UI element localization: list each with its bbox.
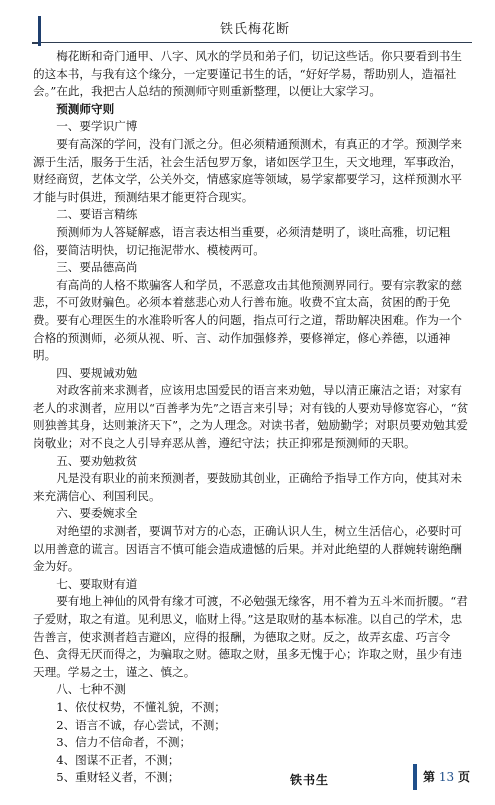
paragraph: 对政客前来求测者，应该用忠国爱民的语言来劝勉，导以清正廉洁之语；对家有老人的求测者，应用以“百善孝为先”之语言来引导；对有钱的人要劝导修宽容心，“贫则独善其身，达则兼济天下”，之为人理念。对读书者，勉励勤学；对职员要劝勉其爱岗敬业；对不良之人引导弃恶从善，遵纪守法；扶正抑邪是预测师的天职。 [33,383,469,451]
page-prefix: 第 [423,770,436,784]
paragraph: 对绝望的求测者，要调节对方的心态，正确认识人生，树立生活信心，必要时可以用善意的谎言。因语言不慎可能会造成遗憾的后果。并对此绝望的人群婉转谢绝酬金为好。 [33,524,462,574]
list-item: 1、依仗权势，不懂礼貌，不测； [56,699,226,714]
rule-heading: 八、七种不测 [56,682,126,697]
rule-heading: 一、要学识广博 [56,119,138,134]
paragraph: 凡是没有职业的前来预测者，要鼓励其创业，正确给予指导工作方向，使其对未来充满信心、利国利民。 [33,471,462,503]
list-item: 3、信力不信命者，不测； [56,735,192,750]
list-item: 5、重财轻义者，不测； [56,770,180,785]
rule-heading: 二、要语言精练 [56,207,138,222]
footer-author: 铁书生 [290,773,330,787]
section-title: 预测师守则 [56,101,115,116]
rule-heading: 五、要劝勉救贫 [56,453,138,468]
list-item: 2、语言不诚，存心尝试，不测； [56,717,226,732]
paragraph: 要有地上神仙的风骨有缘才可渡，不必勉强无缘客，用不着为五斗米而折腰。“君子爱财，取之有道。见利思义，临财上得。”这是取财的基本标准。以自己的学术，忠告善言，使求测者趋吉避凶，应得的报酬，为德取之财。反之，故弄玄虚、巧言令色、贪得无厌而得之，为骗取之财。德取之财，虽多无愧于心；诈取之财，虽少有违天理。学易之士，谨之、慎之。 [33,594,468,679]
page-suffix: 页 [457,770,470,784]
page-number: 13 [438,770,455,784]
rule-heading: 四、要规诫劝勉 [56,365,138,380]
rule-heading: 六、要委婉求全 [56,506,138,521]
paragraph: 梅花断和奇门通甲、八字、风水的学员和弟子们，切记这些话。你只要看到书生的这本书，与我有这个缘分，一定要谨记书生的话，“好好学易，帮助别人，造福社会。”在此，我把古人总结的预测师守则重新整理，以便让大家学习。 [33,49,462,99]
paragraph: 有高尚的人格不欺骗客人和学员，不恶意攻击其他预测界同行。要有宗教家的慈悲，不可敛财骗色。必须本着慈悲心劝人行善布施。收费不宜太高，贫困的酌于免费。要有心理医生的水准聆听客人的问题，指点可行之道，帮助解决困难。作为一个合格的预测师，必须从视、听、言、动作加强修养，要修禅定，修心养德，以通神明。 [33,277,462,363]
header-tick [32,42,38,44]
footer-page-number [413,764,470,790]
rule-heading: 七、要取财有道 [56,576,138,591]
header-title: 铁氏梅花断 [219,22,290,37]
page-header [38,12,472,43]
list-item: 4、图谋不正者，不测； [56,752,180,767]
rule-heading: 三、要品德高尚 [56,260,138,275]
paragraph: 要有高深的学问，没有门派之分。但必须精通预测术，有真正的才学。预测学来源于生活，服务于生活，社会生活包罗万象，诸如医学卫生，天文地理，军事政治，财经商贸，艺体文学，公关外交，情感家庭等领域，易学家都要学习，这样预测水平才能与时俱进，预测结果才能更符合现实。 [33,136,462,204]
document-body [33,48,473,787]
paragraph: 预测师为人答疑解惑，语言表达相当重要，必须清楚明了，谈吐高雅，切记粗俗，要简洁明快，切记拖泥带水、模棱两可。 [33,224,451,257]
